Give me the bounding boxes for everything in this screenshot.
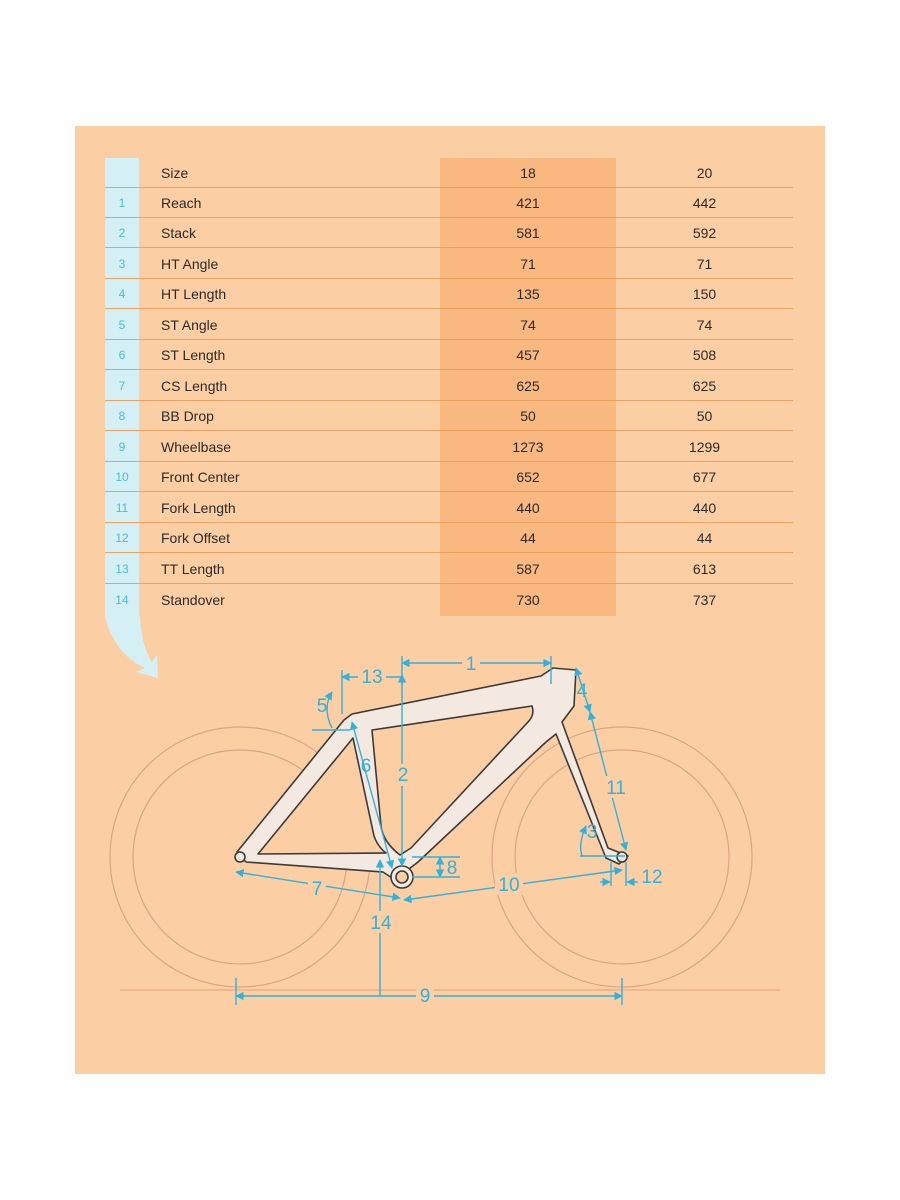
value-size-18: 457	[516, 347, 540, 363]
row-number: 14	[115, 593, 129, 607]
measurement-name: Front Center	[161, 469, 240, 485]
label-st-length: 6	[360, 756, 372, 777]
label-wheelbase: 9	[419, 986, 431, 1007]
value-size-18: 652	[516, 469, 540, 485]
measurement-name: TT Length	[161, 561, 225, 577]
row-number: 8	[118, 409, 126, 423]
value-size-20: 613	[692, 561, 717, 577]
measurement-name: ST Length	[161, 347, 226, 363]
value-size-18: 44	[520, 530, 536, 546]
value-size-18: 440	[516, 500, 540, 516]
size-18-header: 18	[520, 165, 536, 181]
value-size-18: 74	[520, 317, 536, 333]
row-number: 12	[115, 531, 129, 545]
measurement-name: BB Drop	[161, 408, 214, 424]
value-size-20: 592	[692, 225, 717, 241]
value-size-20: 737	[692, 592, 717, 608]
value-size-18: 581	[516, 225, 540, 241]
value-size-18: 1273	[512, 439, 544, 455]
measurement-name: HT Length	[161, 286, 227, 302]
value-size-20: 50	[696, 408, 713, 424]
measurement-name: Wheelbase	[161, 439, 232, 455]
row-number: 3	[118, 257, 126, 271]
row-number: 6	[118, 348, 126, 362]
label-ht-angle: 3	[586, 822, 598, 843]
value-size-20: 625	[692, 378, 717, 394]
value-size-18: 587	[516, 561, 540, 577]
measurement-name: Reach	[161, 195, 202, 211]
row-number: 1	[118, 196, 126, 210]
value-size-18: 625	[516, 378, 540, 394]
value-size-20: 74	[696, 317, 713, 333]
label-standover: 14	[370, 913, 392, 934]
label-fork-length: 11	[606, 778, 626, 799]
row-number: 2	[118, 226, 126, 240]
row-number: 5	[118, 318, 126, 332]
value-size-20: 508	[692, 347, 717, 363]
measurement-name: HT Angle	[161, 256, 219, 272]
measurement-name: Stack	[161, 225, 197, 241]
row-number: 13	[115, 562, 129, 576]
label-front-center: 10	[498, 875, 520, 896]
measurement-name: Standover	[161, 592, 225, 608]
value-size-20: 440	[692, 500, 717, 516]
label-reach: 1	[465, 654, 477, 675]
label-ht-length: 4	[576, 681, 588, 702]
measurement-name: Fork Offset	[161, 530, 230, 546]
value-size-20: 150	[692, 286, 717, 302]
pointer-arrow	[105, 616, 158, 678]
label-st-angle: 5	[316, 696, 328, 717]
value-size-18: 730	[516, 592, 540, 608]
measurement-name: CS Length	[161, 378, 228, 394]
value-size-18: 135	[516, 286, 540, 302]
label-fork-offset: 12	[641, 867, 663, 888]
row-number: 7	[118, 379, 126, 393]
value-size-18: 421	[516, 195, 540, 211]
row-number: 10	[115, 470, 129, 484]
row-number: 4	[118, 287, 126, 301]
value-size-20: 1299	[688, 439, 721, 455]
label-cs-length: 7	[311, 879, 323, 900]
value-size-20: 677	[692, 469, 717, 485]
value-size-20: 44	[696, 530, 713, 546]
value-size-18: 50	[520, 408, 536, 424]
size-header-label: Size	[161, 165, 189, 181]
label-stack: 2	[397, 765, 409, 786]
label-tt-length: 13	[361, 667, 383, 688]
value-size-20: 71	[696, 256, 713, 272]
label-bb-drop: 8	[446, 858, 458, 879]
value-size-20: 442	[692, 195, 717, 211]
measurement-name: Fork Length	[161, 500, 236, 516]
row-number: 11	[115, 501, 129, 515]
row-number: 9	[118, 440, 126, 454]
measurement-name: ST Angle	[161, 317, 218, 333]
size-20-header: 20	[696, 165, 713, 181]
bike-frame	[235, 668, 628, 888]
value-size-18: 71	[520, 256, 536, 272]
